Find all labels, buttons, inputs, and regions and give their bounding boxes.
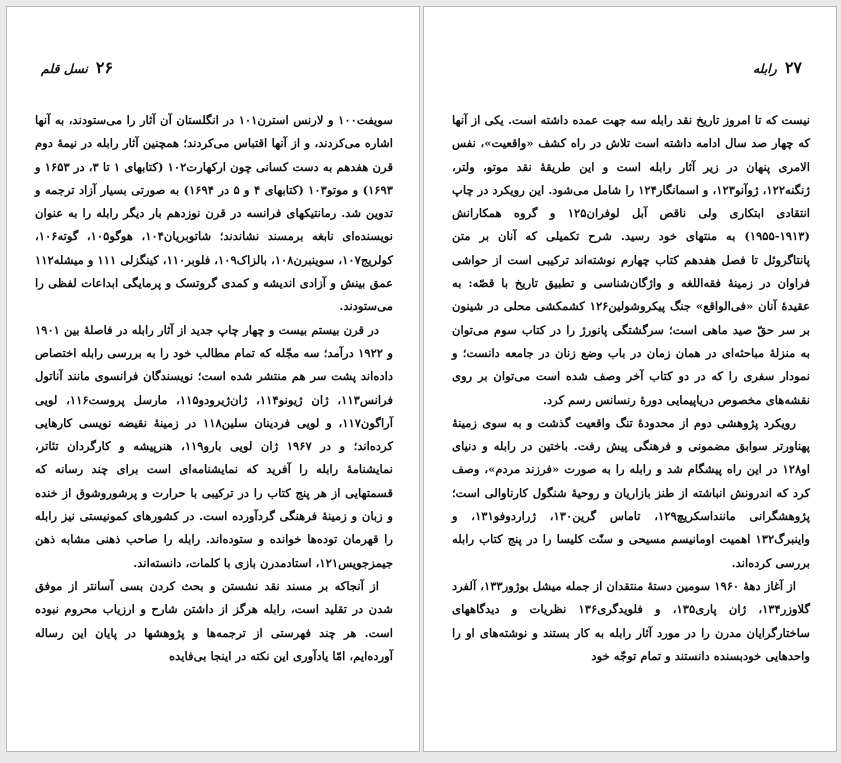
left-page-body bbox=[35, 109, 393, 668]
left-paragraph-1: سویفت۱۰۰ و لارنس استرن۱۰۱ در انگلستان آن آثار را می‌ستودند، به آنها اشاره می‌کردند، و از آنها اقتباس می‌کردند؛ همچنین آثار رابله در نیمهٔ دوم قرن هفدهم به دست کسانی چون ارکهارت۱۰۲ (کتابهای ۱ تا ۳، در ۱۶۵۳ و ۱۶۹۳) و موتو۱۰۳ (کتابهای ۴ و ۵ در ۱۶۹۴) به صورتی بسیار آزاد ترجمه و تدوین شد. رمانتیکهای فرانسه در قرن نوزدهم بار دیگر رابله را به عنوان نویسنده‌ای نابغه برمسند نشاندند؛ شاتوبریان۱۰۴، هوگو۱۰۵، گوته۱۰۶، کولریج۱۰۷، سوینبرن۱۰۸، بالزاک۱۰۹، فلوبر۱۱۰، کینگزلی ۱۱۱ و میشله۱۱۲ عمق بینش و آزادی اندیشه و کمدی گروتسک و پرمایگی ابداعات لفظی را می‌ستودند. bbox=[35, 113, 394, 314]
right-page-body bbox=[452, 109, 810, 668]
right-page-running-title: رابله bbox=[752, 61, 777, 76]
left-page bbox=[6, 6, 420, 752]
left-paragraph-3: از آنجاکه بر مسند نقد نشستن و بحث کردن بسی آسانتر از موفق شدن در تقلید است، رابله هرگز از داشتن شارح و ارزیاب محروم نبوده است. هر چند فهرستی از ترجمه‌ها و پژوهشها در پایان این رساله آورده‌ایم، امّا یادآوری این نکته در اینجا بی‌فایده bbox=[35, 578, 393, 663]
left-paragraph-2: در قرن بیستم بیست و چهار چاپ جدید از آثار رابله در فاصلهٔ بین ۱۹۰۱ و ۱۹۲۲ درآمد؛ سه مجّله که تمام مطالب خود را به بررسی رابله اختصاص داده‌اند پشت سر هم منتشر شده است؛ نویسندگان فرانسوی مانند آناتول فرانس۱۱۳، ژان ژیونو۱۱۴، ژان‌ژیرودو۱۱۵، مارسل پروست۱۱۶، لویی آراگون۱۱۷، و لویی فردینان سلین۱۱۸ در زمینهٔ نقیضه نویسی کارهایی کرده‌اند؛ و در ۱۹۶۷ ژان لویی بارو۱۱۹، هنرپیشه و کارگردان تئاتر، نمایشنامهٔ رابله را آفرید که نمایشنامه‌ای است برای چند رسانه که قسمتهایی از هر پنج کتاب را در ترکیبی با حرارت و پرشوروشوق از خنده و زبان و زمینهٔ فرهنگی گردآورده است. در کشورهای کمونیستی نیز رابله را قهرمان توده‌ها خوانده و ستوده‌اند. رابله را صاحب ذهنی مشابه ذهن جیمزجویس۱۲۱، استادمدرن بازی با کلمات، دانسته‌اند. bbox=[35, 322, 394, 570]
left-page-running-title: نسل قلم bbox=[41, 61, 88, 76]
left-page-header bbox=[41, 58, 385, 84]
right-page bbox=[423, 6, 837, 752]
right-page-header bbox=[458, 58, 802, 84]
right-paragraph-1: نیست که تا امروز تاریخ نقد رابله سه جهت عمده داشته است. یکی از آنها که چهار صد سال ادامه داشته است تلاش در راه کشف «واقعیت»، نفس الامری پنهان در زیر آثار رابله است و این طریقهٔ نقد موتو، ولتر، ژنگنه۱۲۲، ژوآنو۱۲۳، و اسمانگار۱۲۴ را شامل می‌شود. این رویکرد در چاپ انتقادی ابتکاری ولی ناقص آبل لوفران۱۲۵ و گروه همکارانش (۱۹۱۳-۱۹۵۵) به منتهای خود رسید. شرح تکمیلی که آنان بر متن پانتاگروئل تا فصل هفدهم کتاب چهارم نوشته‌اند ترکیبی است از حواشی فراوان در زمینهٔ فقه‌اللغه و واژگان‌شناسی و تطبیق تاریخ با قصّه: به عقیدهٔ آنان «فی‌الواقع» جنگ پیکروشولین۱۲۶ کشمکشی محلی در شینون بر سر حقّ صید ماهی است؛ سرگشتگی پانورژ را در کتاب سوم می‌توان به منزلهٔ مباحثه‌ای در همان زمان در باب وضع زنان در جامعه دانست؛ و نمودار سفری را که در دو کتاب آخر وصف شده است می‌توان بر روی نقشه‌های مخصوص دریاپیمایی دورهٔ رنسانس رسم کرد. bbox=[452, 113, 811, 407]
right-paragraph-3: از آغاز دههٔ ۱۹۶۰ سومین دستهٔ منتقدان از جمله میشل بوژور۱۳۳، آلفرد گلاوزر۱۳۴، ژان پاری۱۳۵، و فلویدگری۱۳۶ نظریات و دیدگاههای ساختارگرایان مدرن را در مورد آثار رابله به کار بستند و نوشته‌های او را واحدهایی خودبسنده دانستند و تمام توجّه خود bbox=[452, 578, 810, 663]
right-paragraph-2: رویکرد پژوهشی دوم از محدودهٔ تنگ واقعیت گذشت و به سوی زمینهٔ پهناورتر سوابق مضمونی و فرهنگی پیش رفت. باختین در رابله و دنیای او۱۲۸ در این راه پیشگام شد و رابله را به صورت «فرزند مردم»، وصف کرد که اندرونش انباشته از طنز بازاریان و روحیهٔ شنگول کارناوالی است؛ پژوهشگرانی ماننداسکریچ۱۲۹، تاماس گرین۱۳۰، ژراردوفو۱۳۱، و واینبرگ۱۳۲ اهمیت اومانیسم مسیحی و سنّت کلیسا را در پنج کتاب رابله بررسی کرده‌اند. bbox=[452, 415, 810, 570]
right-page-number: ۲۷ bbox=[784, 58, 802, 77]
left-page-number: ۲۶ bbox=[95, 58, 114, 77]
